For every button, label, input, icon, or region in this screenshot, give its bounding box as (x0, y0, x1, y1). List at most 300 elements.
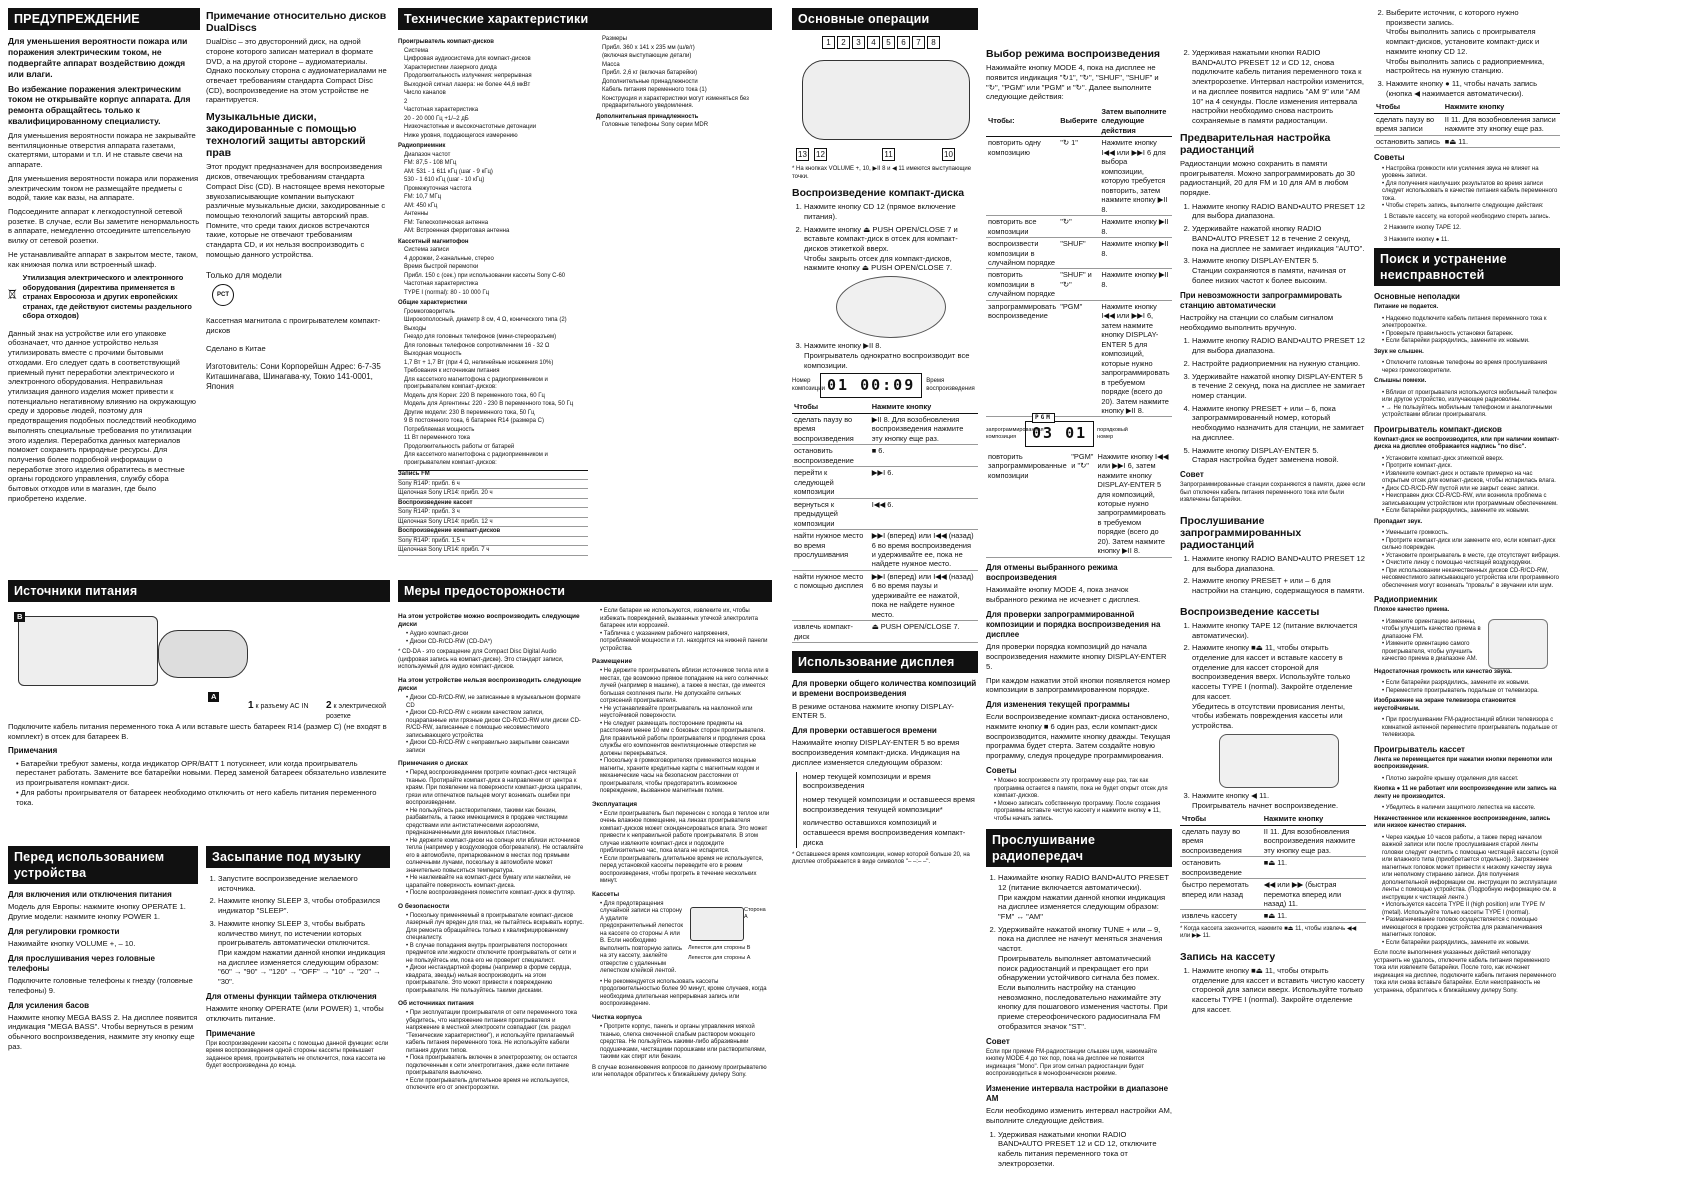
care-l2-1: • Диски CD-R/CD-RW с низким качеством записи, поцарапанные или грязные диски CD-R/CD-RW или диски CD-R/CD-RW, записанные с помощью несовместимого записывающего устройства (406, 710, 584, 740)
spec-line: AM: 450 кГц (404, 202, 438, 209)
cd-ops-table (792, 401, 978, 643)
care-l3-1: • Не пользуйтесь растворителями, такими как бензин, разбавитель, а также имеющимися в продаже чистящими средствами или антистатическими аэрозолями, предназначенными для виниловых пластинок. (406, 808, 584, 838)
spec-line: (включая выступающие детали) (602, 53, 692, 59)
record-step-2a: Чтобы выполнить запись с проигрывателя компакт-дисков, установите компакт-диск и нажмите кнопку CD 12. (1386, 27, 1540, 56)
table-cell: воспроизвести композиции в случайном порядке (986, 238, 1058, 269)
mode-row6-1: "PGM" и "↻" (1069, 451, 1095, 558)
table-cell: Нажмите кнопку ▶II 8. (1099, 238, 1172, 269)
table-row (792, 467, 978, 498)
callout-7: 7 (912, 36, 925, 49)
preset-step-1: 1. Нажмите кнопку RADIO BAND•AUTO PRESET 12 для выбора диапазона. (1192, 202, 1366, 221)
care-l6-2: • Не следует размещать посторонние предметы на расстоянии менее 10 мм с боковых сторон проигрывателя. Для правильной работы проигрывателя и продления срока службы его компонентов вентиляционные отверстия не должны перекрываться. (600, 721, 770, 759)
care-h7: Эксплуатация (592, 800, 638, 808)
record-step-1: 1. Нажмите кнопку ■⏏ 11, чтобы открыть отделение для кассет и вставить чистую кассету стороной для записи вверх. Используйте только кассеты TYPE I (normal). Закройте отделение для кассет. (1192, 966, 1366, 1015)
table-row (1374, 135, 1560, 147)
sleep-cancel-title: Для отмены функции таймера отключения (206, 991, 377, 1001)
spec-line: Прибл. 150 с (сек.) при использовании кассеты Sony C-60 (404, 272, 566, 279)
preset-tip: Запрограммированные станции сохраняются в памяти, даже если был отключен кабель питания переменного тока или были извлечены батарейки. (1180, 482, 1366, 504)
order-label: порядковый номер (1097, 427, 1128, 441)
cd-display-figure (792, 373, 978, 398)
care-l7-1: • Если проигрыватель длительное время не используется, перед установкой кассеты переведите его в режим воспроизведения, чтобы прогреть в течение нескольких минут. (600, 856, 770, 886)
table-cell: Нажмите кнопку I◀◀ или ▶▶I 6, затем нажмите кнопку DISPLAY-ENTER 5 для композиций, которые нужно запрограммировать в требуемом порядке (всего до 20). Затем нажмите кнопку ▶II 8. (1099, 300, 1172, 417)
callout-1: 1 (822, 36, 835, 49)
spec-heading: Проигрыватель компакт-дисков (398, 39, 494, 45)
table-cell: сделать паузу во время записи (1374, 113, 1443, 135)
manual-step-2: 2. Настройте радиоприемник на нужную станцию. (1192, 359, 1366, 369)
a2-0: • Отключите головные телефоны во время прослушивания через громкоговорители. (1382, 360, 1560, 375)
step-1-number: 1 (248, 700, 254, 711)
mode-row6-2: Нажмите кнопку I◀◀ или ▶▶I 6, затем нажмите кнопку DISPLAY-ENTER 5 для композиций, которые нужно запрограммировать в требуемом порядке (всего до 20). Затем нажмите кнопку ▶II 8. (1096, 451, 1173, 558)
cassette-icon (690, 907, 744, 941)
table-cell: ▶▶I (вперед) или I◀◀ (назад) 6 во время воспроизведения и удерживайте ее, пока не найдете нужное место. (870, 530, 978, 571)
step-ac (248, 700, 309, 713)
table-cell: ▶▶I 6. (870, 467, 978, 498)
mode-p3: Если воспроизведение компакт-диска остановлено, нажмите кнопку ■ 6 один раз, если компакт-диск воспроизводится, нажмите кнопку дважды. Текущая программа будет стерта. Затем создайте новую программу, следуя процедуре программирования. (986, 712, 1171, 761)
table-cell: повторить все композиции (986, 216, 1058, 238)
care-l6-3: • Поскольку в громкоговорителях применяются мощные магниты, храните кредитные карты с магнитным кодом и механические часы на безопасном расстоянии от проигрывателя, чтобы предотвратить возможное повреждение, вызванное магнитным полем. (600, 758, 770, 796)
table-row (792, 498, 978, 529)
mode-h1: Для отмены выбранного режима воспроизведения (986, 562, 1118, 583)
a11-3: • Если батарейки разрядились, замените их новыми. (1382, 940, 1560, 948)
table-row (792, 530, 978, 571)
device-diagram (792, 36, 978, 166)
table-cell: Нажмите кнопку ▶II 8. (1099, 269, 1172, 300)
a5-3: • Очистите линзу с помощью чистящей воздуходувки. (1382, 560, 1560, 568)
a6a: • Измените ориентацию антенны, чтобы улучшить качество приема в диапазоне FM. (1382, 619, 1484, 642)
a4-2: • Извлеките компакт-диск и оставьте примерно на час открытым отсек для компакт-дисков, чтобы испарилась влага. (1382, 471, 1560, 486)
callout-4: 4 (867, 36, 880, 49)
record-step-3: 3. Нажмите кнопку ● 11, чтобы начать запись (кнопка ◀ нажимается автоматически). (1386, 79, 1560, 98)
table-cell: I◀◀ 6. (870, 498, 978, 529)
cd-step-3b: Проигрыватель однократно воспроизводит все композиции. (804, 350, 970, 370)
spec-line: Конструкция и характеристики могут изменяться без предварительного уведомления. (602, 95, 749, 109)
preset-title: Предварительная настройка радиостанций (1180, 131, 1331, 156)
erase-2: 2 Нажмите кнопку TAPE 12. (1384, 225, 1461, 232)
pct-mark-icon (212, 284, 234, 306)
spec-line: Выходы (404, 325, 427, 332)
copy-protection-title: Музыкальные диски, закодированные с помощью технологий защиты авторский прав (206, 111, 366, 160)
display-h2: Для проверки оставшегося времени (792, 726, 937, 736)
table-cell: остановить воспроизведение (792, 445, 870, 467)
a6b: • Измените ориентацию самого проигрывателя, чтобы улучшить качество приема в диапазоне AM. (1382, 641, 1484, 664)
care-p1: * CD-DA - это сокращение для Compact Disc Digital Audio (цифровая запись на компакт-диске). Это стандарт записи, используемый для аудио компакт-дисков. (398, 649, 564, 671)
power-title: Источники питания (8, 580, 390, 602)
cd-problems-title: Проигрыватель компакт-дисков (1374, 424, 1502, 434)
rec-tip-2: • Чтобы стереть запись, выполните следующие действия: (1382, 203, 1560, 211)
spec-line: TYPE I (normal): 80 - 10 000 Гц (404, 289, 490, 296)
a1-1: • Проверьте правильность установки батареек. (1382, 331, 1560, 339)
spec-line: AM: 531 - 1 611 кГц (шаг - 9 кГц) (404, 168, 493, 175)
disc-notes-column (206, 8, 390, 568)
warning-title: ПРЕДУПРЕЖДЕНИЕ (8, 8, 200, 30)
listen-step-1: 1. Нажмите кнопку RADIO BAND•AUTO PRESET 12 для выбора диапазона. (1192, 554, 1366, 573)
battery-table-row: Sony R14P: прибл. 3 ч (398, 509, 588, 518)
care-l3-4: • После воспроизведения поместите компакт-диск в футляр. (406, 890, 584, 898)
cd-table-header-1: Чтобы (792, 401, 870, 413)
table-cell: ■ 6. (870, 445, 978, 467)
play-mode-column (986, 8, 1172, 1186)
step-outlet (326, 700, 390, 722)
spec-line: Выходной сигнал лазера: не более 44,6 мкВт (404, 81, 531, 88)
a1-0: • Надежно подключите кабель питания переменного тока к электророзетке. (1382, 316, 1560, 331)
spec-line: Характеристики лазерного диода (404, 64, 497, 71)
precautions-title: Меры предосторожности (398, 580, 772, 602)
table-cell: ◀◀ или ▶▶ (быстрая перемотка вперед или назад) 11. (1262, 879, 1366, 910)
general-problems-title: Основные неполадки (1374, 292, 1460, 302)
display-note: * Оставшееся время композиции, номер которой больше 20, на дисплее отображается в виде символов "– –:– –". (792, 851, 970, 866)
preset-intro: Радиостанции можно сохранить в памяти проигрывателя. Можно запрограммировать до 30 радиостанций, 20 для FM и 10 для AM в любом порядке. (1180, 158, 1355, 198)
power-section (8, 580, 390, 830)
ops-fig-note: * На кнопках VOLUME +, 10, ▶II 8 и ◀ 11 имеются выступающие точки. (792, 166, 972, 180)
operations-title: Основные операции (792, 8, 978, 30)
a9-0: • Плотно закройте крышку отделения для кассет. (1382, 776, 1560, 784)
spec-line: Широкополосный, диаметр 8 см, 4 Ω, конического типа (2) (404, 317, 567, 323)
dualdisc-text: DualDisc – это двусторонний диск, на одной стороне которого записан материал в формате DVD, а на другой стороне – аудиоматериалы. Однако поскольку сторона с аудиоматериалами не отвечает требованиям стандарта Compact Disc (CD), воспроизведение на этом устройстве не гарантируется. (206, 37, 387, 105)
play-mode-title: Выбор режима воспроизведения (986, 48, 1161, 60)
spec-line: 11 Вт переменного тока (404, 435, 470, 441)
mode-tips-title: Советы (986, 765, 1017, 775)
warning-text-2: Для уменьшения вероятности пожара или поражения электрическим током не размещайте предметы с водой, такие как вазы, на аппарате. (8, 173, 199, 203)
power-figure (8, 608, 390, 720)
callout-6: 6 (897, 36, 910, 49)
table-cell: ■⏏ 11. (1443, 135, 1560, 147)
tape-step-1: 1. Нажмите кнопку TAPE 12 (питание включается автоматически). (1192, 621, 1366, 640)
callout-13: 13 (796, 148, 809, 161)
a1-2: • Если батарейки разрядились, замените их новыми. (1382, 338, 1560, 346)
erase-1: 1 Вставьте кассету, на которой необходимо стереть запись. (1384, 213, 1551, 220)
care-h8: Кассеты (592, 890, 620, 898)
spec-line: Диапазон частот (404, 151, 451, 158)
mode-tip-1: • Можно записать собственную программу. После создания программы вставьте чистую кассету и нажмите кнопку ● 11, чтобы начать запись. (994, 801, 1172, 824)
pgm-display-figure (986, 414, 1172, 446)
battery-table-row: Sony R14P: прибл. 6 ч (398, 481, 588, 490)
table-cell: II 11. Для возобновления воспроизведения нажмите эту кнопку еще раз. (1262, 825, 1366, 856)
q3: Слышны помехи. (1374, 378, 1427, 385)
table-row (1180, 825, 1366, 856)
care-h2: На этом устройстве нельзя воспроизводить следующие диски (398, 676, 582, 692)
callout-8: 8 (927, 36, 940, 49)
radio-step-1b: При каждом нажатии данной кнопки индикация на дисплее изменяется следующим образом: "FM" ↔ "AM" (998, 892, 1166, 921)
care-l4-0: • Поскольку применяемый в проигрывателе компакт-дисков лазерный луч вреден для глаз, не пытайтесь вскрывать корпус. Для ремонта обращайтесь только к квалифицированному специалисту. (406, 913, 584, 943)
spec-line: Масса (602, 61, 620, 68)
cd-insert-figure (836, 276, 946, 338)
q6: Плохое качество приема. (1374, 607, 1450, 614)
table-cell: II 11. Для возобновления записи нажмите эту кнопку еще раз. (1443, 113, 1560, 135)
bass-title: Для усиления басов (8, 1000, 89, 1010)
battery-table-row: Щелочная Sony LR14: прибл. 20 ч (398, 490, 588, 499)
table-cell: ■⏏ 11. (1262, 857, 1366, 879)
table-cell: сделать паузу во время воспроизведения (792, 413, 870, 444)
table-row (792, 413, 978, 444)
table-row (1180, 857, 1366, 879)
erase-steps (1374, 214, 1560, 245)
care-l2-2: • Диски CD-R/CD-RW с неправильно закрытыми сеансами записи (406, 740, 584, 755)
warning-bold-2: Во избежание поражения электрическим током не открывайте корпус аппарата. Для ремонта обращайтесь только к квалифицированному специалисту. (8, 83, 191, 127)
care-l3-0: • Перед воспроизведением протрите компакт-диск чистящей тканью. Протирайте компакт-диск в направлении от центра к краям. При появлении на поверхности компакт-диска царапин, грязи или отпечатков пальцев могут возникать ошибки при воспроизведении. (406, 770, 584, 808)
warning-column (8, 8, 200, 568)
table-cell: "↻ 1" (1058, 137, 1099, 216)
table-row (1180, 879, 1366, 910)
cd-table-header-2: Нажмите кнопку (870, 401, 978, 413)
mode-th-1: Чтобы: (986, 106, 1058, 137)
display-flow-3: количество оставшихся композиций и оставшееся время воспроизведения компакт-диска (803, 818, 966, 847)
a4-4: • Неисправен диск CD-R/CD-RW, или возникла проблема с записывающим устройством или программным обеспечением. (1382, 493, 1560, 508)
pgm-indicator: PGM (1032, 413, 1055, 423)
spec-line: FM: 10,7 МГц (404, 194, 442, 200)
spec-line: Для головных телефонов сопротивлением 16 - 32 Ω (404, 342, 550, 349)
precautions-section (398, 580, 772, 1186)
care-h6: Размещение (592, 658, 633, 665)
am-step-2: 2. Удерживая нажатыми кнопки RADIO BAND•AUTO PRESET 12 и CD 12, снова подключите кабель питания переменного тока к электророзетке. Интервал настройки изменится, и на дисплее появится надпись "AM 9" или "AM 10" на 4 секунды. После изменения интервала настройки необходимо снова настроить сохраняемые в памяти радиостанции. (1192, 48, 1366, 126)
sleep-note-title: Примечание (206, 1028, 256, 1038)
care-l1-1: • Диски CD-R/CD-RW (CD-DA*) (406, 639, 584, 647)
display-p2: Нажимайте кнопку DISPLAY-ENTER 5 во время воспроизведения компакт-диска. Индикация на дисплее изменяется следующим образом: (792, 738, 960, 767)
battery-table-heading: Запись FM (398, 471, 588, 480)
display-flow-2: номер текущей композиции и оставшееся время воспроизведения текущей композиции* (803, 794, 975, 814)
a4-1: • Протрите компакт-диск. (1382, 463, 1560, 471)
tape-note: * Когда кассета закончится, нажмите ■⏏ 11, чтобы извлечь ◀◀ или ▶▶ 11. (1180, 925, 1357, 940)
preset-fail-text: Настройку на станции со слабым сигналом необходимо выполнить вручную. (1180, 312, 1334, 332)
table-row (1180, 910, 1366, 922)
spec-line: Время быстрой перемотки (404, 264, 479, 270)
q7: Недостаточная громкость или качество звука. (1374, 668, 1512, 675)
spec-line: AM: Встроенная ферритовая антенна (404, 228, 510, 234)
spec-line: Продолжительность излучения: непрерывная (404, 73, 532, 79)
care-r1-1: • Табличка с указанием рабочего напряжения, потребляемой мощности и т.п. находится на нижней панели устройства. (600, 631, 770, 654)
spec-line: Система записи (404, 247, 449, 253)
table-row (792, 445, 978, 467)
sleep-title: Засыпание под музыку (206, 846, 390, 868)
care-l7-0: • Если проигрыватель был перенесен с холода в теплое или очень влажное помещение, на линзах проигрывателя компакт-дисков может сконденсироваться влага. Это может привести к неправильной работе проигрывателя. В этом случае извлеките компакт-диск и подождите приблизительно час, пока влага не испарится. (600, 811, 770, 856)
spec-heading: Дополнительная принадлежность (596, 113, 699, 120)
preset-step-2: 2. Удерживайте нажатой кнопку RADIO BAND•AUTO PRESET 12 в течение 2 секунд, пока на дисплее не замигает индикация "AUTO". (1192, 224, 1366, 253)
table-cell: найти нужное место с помощью дисплея (792, 570, 870, 620)
radio-problems-title: Радиоприемник (1374, 595, 1438, 605)
mode-th-2: Выберите (1058, 106, 1099, 137)
spec-line: Промежуточная частота (404, 185, 472, 192)
manual-step-3: 3. Удерживайте нажатой кнопку DISPLAY-ENTER 5 в течение 2 секунд, пока на дисплее не замигает номер станции. (1192, 372, 1366, 401)
table-row (986, 137, 1172, 216)
table-cell: ▶II 8. Для возобновления воспроизведения нажмите эту кнопку еще раз. (870, 413, 978, 444)
to-outlet-label: к электрической розетке (326, 703, 387, 720)
q1: Питание не подается. (1374, 304, 1439, 311)
to-ac-label: к разъему AC IN (255, 703, 309, 710)
q9: Лента не перемещается при нажатии кнопки перемотки или воспроизведения. (1374, 756, 1553, 771)
device-line: Кассетная магнитола с проигрывателем компакт-дисков (206, 316, 381, 336)
care-h5: Об источниках питания (398, 1000, 474, 1008)
am-step-title: Изменение интервала настройки в диапазоне AM (986, 1083, 1169, 1104)
tape-th-1: Чтобы (1180, 813, 1262, 825)
display-h1: Для проверки общего количества композиций и времени воспроизведения (792, 679, 977, 699)
tape-step-3b: Проигрыватель начнет воспроизведение. (1192, 800, 1339, 810)
am-step-1: 1. Удерживая нажатыми кнопки RADIO BAND•AUTO PRESET 12 и CD 12, отключите кабель питания переменного тока от электророзетки. (998, 1130, 1172, 1169)
q2: Звук не слышен. (1374, 348, 1424, 355)
care-h1: На этом устройстве можно воспроизводить следующие диски (398, 613, 580, 629)
a11-2: • Размагничивание головок осуществляется с помощью имеющегося в продаже устройства для размагничивания магнитных головок. (1382, 917, 1560, 940)
care-h9: Чистка корпуса (592, 1013, 642, 1021)
listen-step-2: 2. Нажмите кнопку PRESET + или – 6 для настройки на станцию, содержащуюся в памяти. (1192, 576, 1366, 595)
precautions-left (398, 608, 584, 1096)
care-l4-1: • В случае попадания внутрь проигрывателя посторонних предметов или жидкости отключите проигрыватель от сети и не пользуйтесь им, пока его не проверит специалист. (406, 943, 584, 966)
sleep-step-2: 2. Нажмите кнопку SLEEP 3, чтобы отобразился индикатор "SLEEP". (218, 896, 390, 915)
preset-column (1180, 8, 1366, 1186)
copy-protection-text: Этот продукт предназначен для воспроизведения дисков, отвечающих требованиям стандарта Compact Disc (CD). В настоящее время некоторые звукозаписывающие компании выпускают различные музыкальные диски, закодированные с помощью технологий защиты авторский прав. Помните, что среди таких дисков встречаются такие, которые не отвечают требованиям стандарта CD, и их нельзя воспроизводить с помощью данного устройства. (206, 162, 386, 259)
spec-line: Другие модели: 230 В переменного тока, 50 Гц (404, 409, 535, 416)
dualdisc-title: Примечание относительно дисков DualDiscs (206, 10, 387, 35)
pgm-order: 01 (1065, 424, 1088, 443)
care-r1-0: • Если батареи не используются, извлеките их, чтобы избежать повреждений, вызванных утечкой электролита батареек или коррозией. (600, 608, 770, 631)
pgm-display (1025, 414, 1094, 446)
spec-line: 530 - 1 610 кГц (шаг - 10 кГц) (404, 177, 485, 183)
rec-tip-0: • Настройка громкости или усиления звука не влияет на уровень записи. (1382, 166, 1560, 181)
spec-line: Частотная характеристика (404, 107, 479, 113)
spec-line: Громкоговоритель (404, 308, 455, 315)
record-tips-title: Советы (1374, 153, 1405, 163)
battery-life-table (398, 470, 588, 556)
callout-3: 3 (852, 36, 865, 49)
power-note-2: • Для работы проигрывателя от батареек необходимо отключить от него кабель питания переменного тока. (16, 788, 390, 807)
a11-1: • Используется кассета TYPE II (high position) или TYPE IV (metal). Используйте только кассеты TYPE I (normal). (1382, 902, 1560, 917)
q5: Пропадает звук. (1374, 518, 1423, 525)
radio-step-1: Нажимайте кнопку RADIO BAND•AUTO PRESET 12 (питание включается автоматически). (998, 873, 1169, 892)
specs-left (398, 36, 588, 557)
tab-b-label: Лепесток для стороны B (688, 944, 751, 951)
display-use-title: Использование дисплея (792, 651, 978, 673)
spec-line: Низкочастотные и высокочастотные детонации (404, 124, 537, 130)
care-l5-0: • При эксплуатации проигрывателя от сети переменного тока убедитесь, что напряжение питания проигрывателя и напряжение в местной электросети совпадают (см. раздел "Технические характеристики"), и используйте прилагаемый кабель питания переменного тока. Не используйте кабели питания других типов. (406, 1010, 584, 1055)
record-step-2: Выберите источник, с которого нужно произвести запись. (1386, 8, 1519, 27)
model-only-label: Только для модели (206, 269, 282, 280)
warning-bold-1: Для уменьшения вероятности пожара или поражения электрическим током, не подвергайте аппарат воздействию дождя или влаги. (8, 36, 188, 79)
spec-line: Дополнительные принадлежности (602, 78, 698, 85)
tape-th-2: Нажмите кнопку (1262, 813, 1366, 825)
manual-step-4: 4. Нажмите кнопку PRESET + или – 6, пока запрограммированный номер, который необходимо назначить для станции, не замигает на дисплее. (1192, 404, 1366, 443)
mode-p2b: При каждом нажатии этой кнопки появляется номер композиции в запрограммированном порядке. (986, 675, 1170, 695)
weee-text: Данный знак на устройстве или его упаковке обозначает, что данное устройство нельзя утилизировать вместе с прочими бытовыми отходами. Его следует сдать в соответствующий приемный пункт переработки электрического и электронного оборудования. Неправильная утилизация данного изделия может привести к потенциально негативному влиянию на окружающую среду и здоровье людей, поэтому для предотвращения подобных последствий необходимо выполнять специальные требования по утилизации этого изделия. Переработка данных материалов поможет сохранить природные ресурсы. Для получения более подробной информации о переработке этого изделия обратитесь в местные органы городского управления, службу сбора бытовых отходов или в магазин, где было приобретено изделие. (8, 328, 197, 503)
specs-title: Технические характеристики (398, 8, 772, 30)
battery-table-row: Щелочная Sony LR14: прибл. 12 ч (398, 519, 588, 528)
table-cell: остановить воспроизведение (1180, 857, 1262, 879)
table-row (792, 570, 978, 620)
headphones-text: Подключите головные телефоны к гнезду (головные телефоны) 9. (8, 976, 193, 995)
table-cell: ▶▶I (вперед) или I◀◀ (назад) 6 во время паузы и удерживайте ее нажатой, пока не найдете нужное место. (870, 570, 978, 620)
play-mode-intro: Нажимайте кнопку MODE 4, пока на дисплее не появится индикация "↻1", "↻", "SHUF", "SHUF" и "↻", "PGM" или "PGM" и "↻". Далее выполните следующие действия: (986, 63, 1159, 102)
callout-11: 11 (882, 148, 895, 161)
cd-step-3: Нажмите кнопку ▶II 8. (804, 341, 882, 351)
play-time-label: Время воспроизведения (926, 378, 975, 392)
headphones-title: Для прослушивания через головные телефоны (8, 953, 155, 973)
power-note-1: • Батарейки требуют замены, когда индикатор OPR/BATT 1 потускнеет, или когда проигрыватель перестанет работать. Замените все батарейки новыми. Перед заменой батареек обязательно извлеките из проигрывателя компакт-диск. (16, 759, 390, 788)
display-flow (796, 772, 978, 848)
care-l5-2: • Если проигрыватель длительное время не используется, отключите его от электророзетки. (406, 1078, 584, 1093)
table-cell: Нажмите кнопку I◀◀ или ▶▶I 6 для выбора композиции, которую требуется повторить, затем нажмите кнопку ▶II 8. (1099, 137, 1172, 216)
am-step-text: Если необходимо изменить интервал настройки AM, выполните следующие действия. (986, 1106, 1172, 1125)
side-a-label: Сторона A (744, 906, 766, 920)
troubleshooting-column (1374, 8, 1560, 1186)
a8-0: • При прослушивании FM-радиостанций вблизи телевизора с комнатной антенной переместите проигрыватель подальше от телевизора. (1382, 717, 1560, 740)
power-notes-title: Примечания (8, 746, 58, 756)
mode-p2: Для проверки порядка композиций до начала воспроизведения нажмите кнопку DISPLAY-ENTER 5. (986, 642, 1167, 671)
record-table (1374, 101, 1560, 148)
weee-title: Утилизация электрического и электронного оборудования (директива применяется в странах Евросоюза и других европейских странах, где действуют системы раздельного сбора отходов) (22, 273, 192, 321)
a10-0: • Убедитесь в наличии защитного лепестка на кассете. (1382, 805, 1560, 813)
antenna-figure (1488, 619, 1548, 669)
battery-table-row: Sony R14P: прибл. 1,5 ч (398, 538, 588, 547)
play-mode-table (986, 106, 1172, 418)
cd-step-2b: Чтобы закрыть отсек для компакт-дисков, нажмите кнопку ⏏ PUSH OPEN/CLOSE 7. (804, 253, 953, 273)
ac-label-a: A (208, 692, 219, 702)
care-l3-3: • Не наклеивайте на компакт-диск бумагу или наклейки, не царапайте поверхность компакт-диска. (406, 875, 584, 890)
listen-preset-title: Прослушивание запрограммированных радиостанций (1180, 514, 1302, 551)
table-cell: "SHUF" и "↻" (1058, 269, 1099, 300)
a5-1: • Протрите компакт-диск или замените его, если компакт-диск сильно поврежден. (1382, 538, 1560, 553)
a5-0: • Уменьшите громкость. (1382, 530, 1560, 538)
play-mode-table-2 (986, 451, 1172, 558)
battery-label-b: B (14, 612, 25, 622)
table-cell: "PGM" (1058, 300, 1099, 417)
care-l8-0: • Для предотвращения случайной записи на сторону A удалите предохранительный лепесток на кассете со стороны A или B. Если необходимо выполнить повторную запись на эту кассету, заклейте отверстие с удаленным лепестком клейкой лентой. (600, 901, 684, 976)
care-l3-2: • Не держите компакт-диски на солнце или вблизи источников тепла (например у воздуховодов обогревателя). Не оставляйте его в автомобиле, припаркованном в местах под прямыми солнечными лучами, поскольку в автомобиле может значительно повыситься температура. (406, 838, 584, 876)
care-h3: Примечания о дисках (398, 760, 468, 767)
battery-table-heading: Воспроизведение кассет (398, 500, 588, 509)
record-title: Запись на кассету (1180, 950, 1276, 963)
radio-step-2b: Проигрыватель выполняет автоматический поиск радиостанций и прекращает его при обнаружении устойчивого сигнала без помех. Если выполнить настройку на станцию невозможно, последовательно нажимайте эту кнопку для пошагового изменения частоты. При приеме стереофонического радиосигнала FM отобразится значок "ST". (998, 953, 1168, 1031)
table-cell: "↻" (1058, 216, 1099, 238)
spec-line: Ниже уровня, поддающегося измерению (404, 132, 518, 139)
display-time: 00:09 (860, 376, 916, 395)
table-cell: извлечь компакт-диск (792, 621, 870, 643)
specs-right (596, 36, 766, 557)
tape-step-2: Нажмите кнопку ■⏏ 11, чтобы открыть отделение для кассет и вставьте кассету в отделение для кассет стороной для воспроизведения вверх. Используйте только кассеты TYPE I (normal). Закройте отделение для кассет. (1192, 643, 1353, 701)
a5-4: • При использовании некачественных дисков CD-R/CD-RW, несовместимого записывающего устройства или программного обеспечения могут возникать "провалы" в звучании или шум. (1382, 568, 1560, 591)
table-row (986, 300, 1172, 417)
radio-tip-title: Совет (986, 1036, 1010, 1046)
care-h4: О безопасности (398, 902, 450, 910)
cassette-tab-figure (688, 901, 768, 967)
table-cell: найти нужное место во время прослушивания (792, 530, 870, 571)
tape-problems-title: Проигрыватель кассет (1374, 744, 1465, 754)
before-use-section (8, 846, 198, 1186)
rec-tip-1: • Для получения наилучших результатов во время записи следует использовать в качестве питания кабель переменного тока. (1382, 181, 1560, 204)
spec-line: Требования к источникам питания (404, 368, 500, 374)
mode-tip-0: • Можно воспроизвести эту программу еще раз, так как программа остается в памяти, пока не будет открыт отсек для компакт-дисков. (994, 778, 1172, 801)
care-l2-0: • Диски CD-R/CD-RW, не записанные в музыкальном формате CD (406, 695, 584, 710)
device-figure (158, 630, 248, 678)
care-l1-0: • Аудио компакт-диски (406, 631, 584, 639)
track-number-label: Номер композиции (792, 378, 825, 392)
radio-tip: Если при приеме FM-радиостанции слышен шум, нажимайте кнопку MODE 4 до тех пор, пока на дисплее не появится индикация "Mono". При этом сигнал радиостанции будет воспроизводиться в монофоническом режиме. (986, 1048, 1158, 1078)
cd-display (820, 373, 922, 398)
precautions-right (592, 608, 770, 1096)
sleep-cancel-text: Нажмите кнопку OPERATE (или POWER) 1, чтобы отключить питание. (206, 1004, 384, 1023)
table-row (986, 216, 1172, 238)
care-l4-2: • Диски нестандартной формы (например в форме сердца, квадрата, звезды) нельзя воспроизводить на этом проигрывателе. Это может привести к повреждению проигрывателя. Не пользуйтесь такими дисками. (406, 965, 584, 995)
table-row (986, 238, 1172, 269)
spec-line: Продолжительность работы от батарей (404, 443, 515, 450)
table-cell: ■⏏ 11. (1262, 910, 1366, 922)
a4-3: • Диск CD-R/CD-RW пустой или не закрыт сеанс записи. (1382, 486, 1560, 494)
weee-bin-icon (8, 273, 17, 315)
pct-mark-text: PCT (217, 291, 229, 298)
mode-h3: Для изменения текущей программы (986, 700, 1130, 710)
spec-line: Прибл. 360 x 141 x 235 мм (ш/в/г) (602, 44, 695, 51)
sleep-step-3-detail: При каждом нажатии данной кнопки индикация на дисплее изменяется следующим образом: "60" → "90" → "120" → "OFF" → "10" → "20" → "30". (218, 948, 386, 987)
callout-10: 10 (942, 148, 955, 161)
care-l5-1: • Пока проигрыватель включен в электророзетку, он остается подключенным к сети электропитания, даже если питание проигрывателя выключено. (406, 1055, 584, 1078)
preset-step-3b: Станции сохраняются в памяти, начиная от более низких частот к более высоким. (1192, 266, 1347, 285)
spec-line: Для кассетного магнитофона с радиоприемником и проигрывателем компакт-дисков: (404, 376, 548, 390)
callout-2: 2 (837, 36, 850, 49)
